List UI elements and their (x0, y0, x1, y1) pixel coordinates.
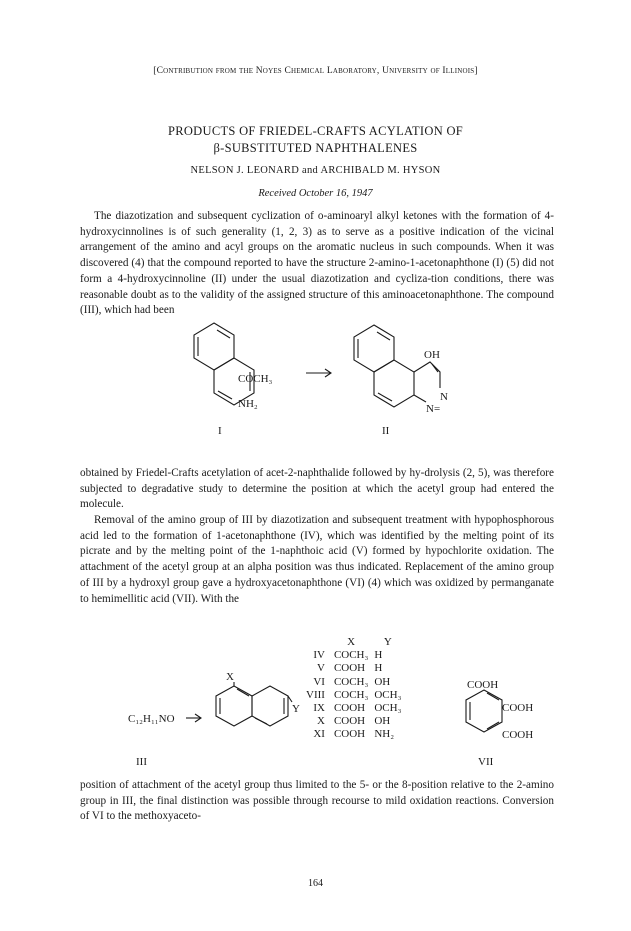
paragraph-2a: obtained by Friedel-Crafts acetylation of acet-2-naphthalide followed by hy-drolysis (2, 5), was therefore subjected to degradative study to determine the position at which the acetyl group had entered the molecule. (80, 467, 554, 511)
received-date: Received October 16, 1947 (258, 188, 373, 199)
compound-label-I: I (218, 425, 222, 437)
nh2-label: NH₂ (238, 398, 258, 410)
table-row (303, 662, 404, 675)
table-row (303, 649, 404, 662)
row-x: COOH (333, 715, 366, 728)
row-x: COOH (333, 702, 366, 715)
cooh-bottom: COOH (502, 729, 534, 741)
substituent-table (303, 636, 404, 742)
coch3-label: COCH₃ (238, 373, 273, 385)
row-x: COCH₃ (333, 675, 369, 688)
row-id: VIII (306, 688, 325, 701)
y-substituent: Y (292, 703, 300, 715)
row-id: X (316, 715, 325, 728)
paragraph-3: position of attachment of the acetyl group thus limited to the 5- or the 8-position relative to the 2-amino group in III, the final distinction was possible through recourse to mild oxidation reactions. Conversion of VI to the methoxyaceto- (80, 779, 554, 823)
x-substituent: X (226, 671, 234, 683)
table-row (303, 728, 404, 741)
compound-label-II: II (382, 425, 390, 437)
authors: NELSON J. LEONARD and ARCHIBALD M. HYSON (190, 165, 441, 176)
table-row (303, 715, 404, 728)
row-y: OH (374, 715, 391, 728)
table-row (303, 702, 404, 715)
row-x: COCH₃ (333, 688, 369, 701)
row-y: H (374, 649, 383, 662)
row-id: VI (313, 675, 325, 688)
row-x: COOH (333, 728, 366, 741)
n-label: N (440, 391, 448, 403)
header-x: X (347, 636, 356, 648)
compound-label-III: III (136, 756, 147, 768)
cooh-middle: COOH (502, 702, 534, 714)
title-line-1: PRODUCTS OF FRIEDEL-CRAFTS ACYLATION OF (167, 124, 464, 138)
row-id: IX (313, 702, 325, 715)
compound-label-VII: VII (478, 756, 494, 768)
paragraph-2b: Removal of the amino group of III by diazotization and subsequent treatment with hypophosphorous acid led to the formation of 1-acetonaphthone (IV), which was identified by the melting point of its picrate and by the melting point of the 1-naphthoic acid (V) formed by hypochlorite oxidation. The attachment of the acetyl group at an alpha position was thus indicated. Replacement of the amino group of III by a hydroxyl group gave a hydroxyacetonaphthone (VI) (4) which was oxidized by permanganate to hemimellitic acid (VII). With the (80, 514, 554, 605)
cooh-top: COOH (467, 679, 499, 691)
paragraph-1: The diazotization and subsequent cyclization of o-aminoaryl alkyl ketones with the formation of 4-hydroxycinnolines is of such generality (1, 2, 3) as to serve as a positive indication of the vicinal arrangement of the amino and acyl groups on the aromatic nucleus in such compounds. When it was discovered (4) that the compound reported to have the structure 2-amino-1-acetonaphthone (I) (5) did not form a 4-hydroxycinnoline (II) under the usual diazotization and cycliza-tion conditions, there was reasonable doubt as to the validity of the assigned structure of this aminoacetonaphthone. The compound (III), which had been (80, 210, 554, 317)
row-id: IV (313, 649, 325, 662)
row-y: H (374, 662, 383, 675)
table-header (303, 636, 404, 649)
header-y: Y (383, 636, 392, 648)
row-id: V (316, 662, 325, 675)
row-y: OH (374, 675, 391, 688)
n-double-label: N= (426, 403, 441, 415)
row-id: XI (313, 728, 325, 741)
formula-c12h11no: C₁₂H₁₁NO (128, 713, 175, 725)
row-x: COCH₃ (333, 649, 369, 662)
page-number: 164 (308, 878, 323, 889)
table-row (303, 689, 404, 702)
row-y: OCH₃ (374, 702, 402, 715)
row-y: NH₂ (374, 728, 395, 741)
table-row (303, 676, 404, 689)
row-x: COOH (333, 662, 366, 675)
title-line-2: β-SUBSTITUTED NAPHTHALENES (213, 141, 418, 155)
oh-label: OH (424, 349, 440, 361)
contribution-line: [Contribution from the Noyes Chemical Laboratory, University of Illinois] (153, 66, 478, 76)
row-y: OCH₃ (374, 688, 402, 701)
